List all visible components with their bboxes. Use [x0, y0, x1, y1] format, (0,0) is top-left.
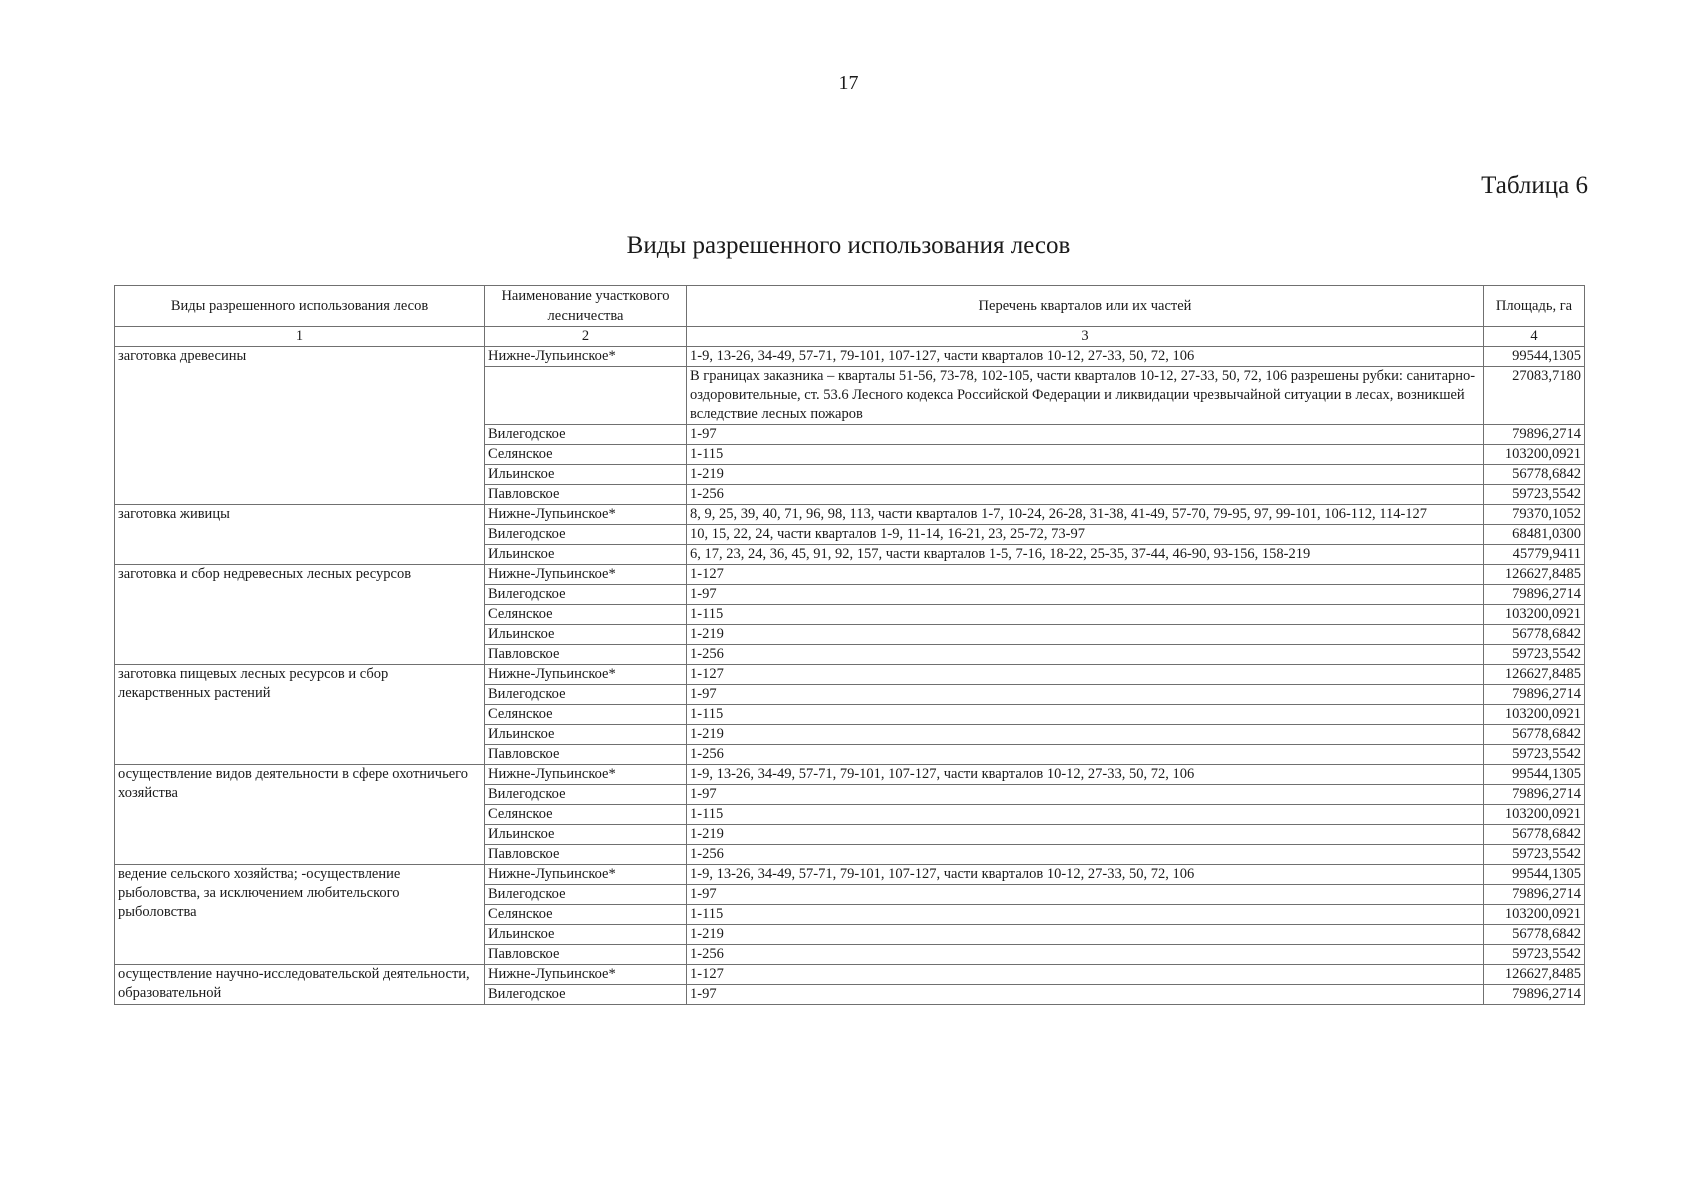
header-quarters: Перечень кварталов или их частей — [687, 286, 1484, 327]
forestry-cell: Павловское — [485, 845, 687, 865]
area-cell: 126627,8485 — [1484, 665, 1585, 685]
document-title: Виды разрешенного использования лесов — [626, 232, 1071, 259]
forestry-cell: Вилегодское — [485, 885, 687, 905]
area-cell: 45779,9411 — [1484, 545, 1585, 565]
forestry-cell: Вилегодское — [485, 985, 687, 1005]
area-cell: 99544,1305 — [1484, 347, 1585, 367]
area-cell: 59723,5542 — [1484, 945, 1585, 965]
area-cell: 56778,6842 — [1484, 465, 1585, 485]
table-label: Таблица 6 — [1481, 172, 1588, 199]
area-cell: 99544,1305 — [1484, 865, 1585, 885]
quarters-cell: 1-219 — [687, 465, 1484, 485]
quarters-cell: 1-127 — [687, 565, 1484, 585]
area-cell: 79896,2714 — [1484, 985, 1585, 1005]
quarters-cell: 1-97 — [687, 425, 1484, 445]
column-number: 1 — [115, 327, 485, 347]
quarters-cell: 1-97 — [687, 685, 1484, 705]
area-cell: 79896,2714 — [1484, 785, 1585, 805]
column-number-row — [115, 327, 1585, 347]
quarters-cell: 1-127 — [687, 665, 1484, 685]
header-row — [115, 286, 1585, 327]
area-cell: 59723,5542 — [1484, 645, 1585, 665]
forestry-cell: Нижне-Лупьинское* — [485, 347, 687, 367]
forestry-cell: Селянское — [485, 705, 687, 725]
area-cell: 56778,6842 — [1484, 725, 1585, 745]
header-forestry: Наименование участкового лесничества — [485, 286, 687, 327]
forestry-cell: Ильинское — [485, 625, 687, 645]
area-cell: 59723,5542 — [1484, 845, 1585, 865]
forestry-cell: Вилегодское — [485, 585, 687, 605]
table-row — [115, 505, 1585, 525]
table-row — [115, 665, 1585, 685]
use-type-cell: заготовка и сбор недревесных лесных ресурсов — [115, 565, 485, 665]
quarters-cell: 1-256 — [687, 945, 1484, 965]
header-area: Площадь, га — [1484, 286, 1585, 327]
quarters-cell: 1-9, 13-26, 34-49, 57-71, 79-101, 107-127, части кварталов 10-12, 27-33, 50, 72, 106 — [687, 765, 1484, 785]
area-cell: 103200,0921 — [1484, 705, 1585, 725]
forestry-cell: Ильинское — [485, 465, 687, 485]
column-number: 3 — [687, 327, 1484, 347]
quarters-cell: 1-256 — [687, 845, 1484, 865]
quarters-cell: 1-97 — [687, 785, 1484, 805]
forestry-cell: Вилегодское — [485, 525, 687, 545]
forestry-cell: Ильинское — [485, 545, 687, 565]
quarters-cell: 8, 9, 25, 39, 40, 71, 96, 98, 113, части кварталов 1-7, 10-24, 26-28, 31-38, 41-49, 57-70, 79-95, 97, 99-101, 106-112, 114-127 — [687, 505, 1484, 525]
area-cell: 79896,2714 — [1484, 885, 1585, 905]
area-cell: 79896,2714 — [1484, 685, 1585, 705]
forestry-cell: Селянское — [485, 805, 687, 825]
forestry-cell: Ильинское — [485, 925, 687, 945]
table-row — [115, 347, 1585, 367]
quarters-cell: 1-97 — [687, 985, 1484, 1005]
area-cell: 126627,8485 — [1484, 965, 1585, 985]
area-cell: 27083,7180 — [1484, 367, 1585, 425]
forestry-cell: Нижне-Лупьинское* — [485, 765, 687, 785]
quarters-cell: В границах заказника – кварталы 51-56, 73-78, 102-105, части кварталов 10-12, 27-33, 50, 72, 106 разрешены рубки: санитарно-оздоровительные, ст. 53.6 Лесного кодекса Российской Федерации и ликвидации чрезвычайной ситуации в лесах, возникшей вследствие лесных пожаров — [687, 367, 1484, 425]
quarters-cell: 1-115 — [687, 705, 1484, 725]
area-cell: 59723,5542 — [1484, 485, 1585, 505]
page-number: 17 — [838, 72, 859, 94]
quarters-cell: 1-219 — [687, 725, 1484, 745]
forestry-cell: Нижне-Лупьинское* — [485, 865, 687, 885]
quarters-cell: 1-9, 13-26, 34-49, 57-71, 79-101, 107-127, части кварталов 10-12, 27-33, 50, 72, 106 — [687, 865, 1484, 885]
use-type-cell: заготовка живицы — [115, 505, 485, 565]
forestry-cell: Вилегодское — [485, 685, 687, 705]
column-number: 4 — [1484, 327, 1585, 347]
quarters-cell: 1-256 — [687, 485, 1484, 505]
area-cell: 79370,1052 — [1484, 505, 1585, 525]
forestry-cell: Ильинское — [485, 825, 687, 845]
quarters-cell: 1-115 — [687, 805, 1484, 825]
forest-use-table — [114, 285, 1585, 1005]
quarters-cell: 1-256 — [687, 645, 1484, 665]
quarters-cell: 1-219 — [687, 625, 1484, 645]
forestry-cell: Павловское — [485, 485, 687, 505]
area-cell: 56778,6842 — [1484, 825, 1585, 845]
quarters-cell: 1-97 — [687, 885, 1484, 905]
table-body — [115, 347, 1585, 1005]
area-cell: 79896,2714 — [1484, 585, 1585, 605]
area-cell: 99544,1305 — [1484, 765, 1585, 785]
area-cell: 103200,0921 — [1484, 805, 1585, 825]
area-cell: 79896,2714 — [1484, 425, 1585, 445]
forestry-cell: Павловское — [485, 745, 687, 765]
area-cell: 68481,0300 — [1484, 525, 1585, 545]
area-cell: 103200,0921 — [1484, 605, 1585, 625]
forestry-cell: Селянское — [485, 905, 687, 925]
quarters-cell: 1-9, 13-26, 34-49, 57-71, 79-101, 107-127, части кварталов 10-12, 27-33, 50, 72, 106 — [687, 347, 1484, 367]
quarters-cell: 10, 15, 22, 24, части кварталов 1-9, 11-14, 16-21, 23, 25-72, 73-97 — [687, 525, 1484, 545]
area-cell: 103200,0921 — [1484, 445, 1585, 465]
forestry-cell — [485, 367, 687, 425]
quarters-cell: 6, 17, 23, 24, 36, 45, 91, 92, 157, части кварталов 1-5, 7-16, 18-22, 25-35, 37-44, 46-90, 93-156, 158-219 — [687, 545, 1484, 565]
forestry-cell: Вилегодское — [485, 785, 687, 805]
quarters-cell: 1-97 — [687, 585, 1484, 605]
forestry-cell: Нижне-Лупьинское* — [485, 565, 687, 585]
quarters-cell: 1-219 — [687, 925, 1484, 945]
use-type-cell: заготовка пищевых лесных ресурсов и сбор лекарственных растений — [115, 665, 485, 765]
quarters-cell: 1-127 — [687, 965, 1484, 985]
forestry-cell: Нижне-Лупьинское* — [485, 505, 687, 525]
quarters-cell: 1-115 — [687, 605, 1484, 625]
forestry-cell: Селянское — [485, 605, 687, 625]
forestry-cell: Вилегодское — [485, 425, 687, 445]
area-cell: 103200,0921 — [1484, 905, 1585, 925]
table-row — [115, 765, 1585, 785]
forestry-cell: Селянское — [485, 445, 687, 465]
forestry-cell: Нижне-Лупьинское* — [485, 665, 687, 685]
quarters-cell: 1-115 — [687, 905, 1484, 925]
forestry-cell: Павловское — [485, 945, 687, 965]
table-row — [115, 865, 1585, 885]
table-row — [115, 565, 1585, 585]
area-cell: 59723,5542 — [1484, 745, 1585, 765]
quarters-cell: 1-256 — [687, 745, 1484, 765]
forestry-cell: Нижне-Лупьинское* — [485, 965, 687, 985]
use-type-cell: заготовка древесины — [115, 347, 485, 505]
forestry-cell: Ильинское — [485, 725, 687, 745]
forestry-cell: Павловское — [485, 645, 687, 665]
use-type-cell: осуществление видов деятельности в сфере охотничьего хозяйства — [115, 765, 485, 865]
area-cell: 126627,8485 — [1484, 565, 1585, 585]
area-cell: 56778,6842 — [1484, 625, 1585, 645]
table-row — [115, 965, 1585, 985]
quarters-cell: 1-219 — [687, 825, 1484, 845]
quarters-cell: 1-115 — [687, 445, 1484, 465]
header-use-type: Виды разрешенного использования лесов — [115, 286, 485, 327]
area-cell: 56778,6842 — [1484, 925, 1585, 945]
column-number: 2 — [485, 327, 687, 347]
use-type-cell: ведение сельского хозяйства; -осуществление рыболовства, за исключением любительского рыболовства — [115, 865, 485, 965]
use-type-cell: осуществление научно-исследовательской деятельности, образовательной — [115, 965, 485, 1005]
